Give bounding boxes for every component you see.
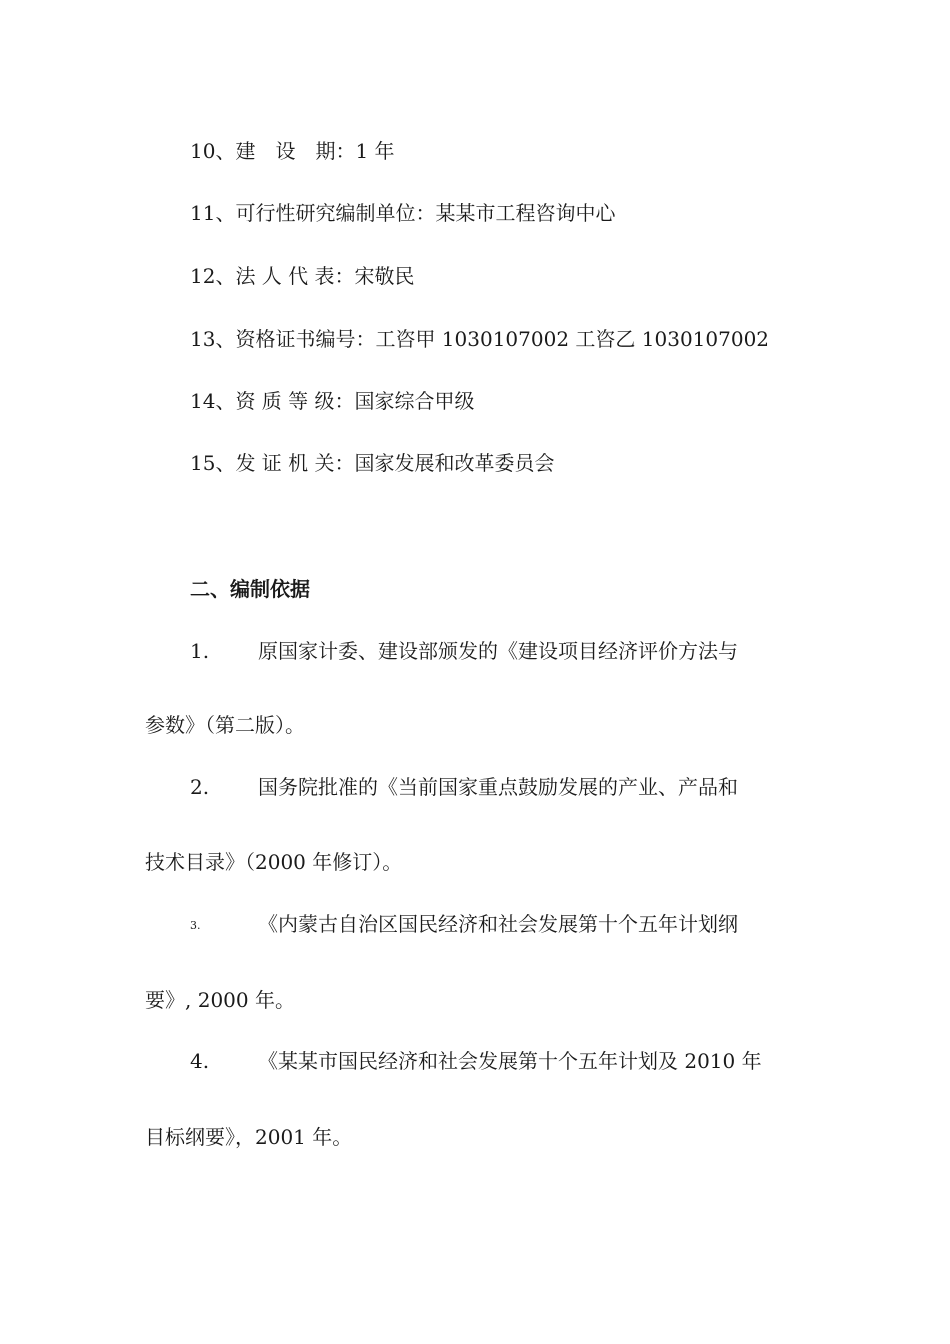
basis-item-text: 国务院批准的《当前国家重点鼓励发展的产业、产品和 <box>258 775 738 799</box>
info-item-issuing-authority: 15、发 证 机 关：国家发展和改革委员会 <box>190 451 555 475</box>
basis-item-number: 4. <box>190 1049 210 1073</box>
basis-item-text: 《内蒙古自治区国民经济和社会发展第十个五年计划纲 <box>258 912 738 936</box>
basis-item-text-continued: 参数》（第二版）。 <box>145 713 305 737</box>
section-heading: 二、编制依据 <box>190 577 310 601</box>
basis-item-number: 3. <box>190 919 201 932</box>
basis-item-text-continued: 目标纲要》，2001 年。 <box>145 1125 353 1149</box>
info-item-compiling-unit: 11、可行性研究编制单位：某某市工程咨询中心 <box>190 201 616 225</box>
basis-item-text: 《某某市国民经济和社会发展第十个五年计划及 2010 年 <box>258 1049 762 1073</box>
basis-item-text: 原国家计委、建设部颁发的《建设项目经济评价方法与 <box>258 639 738 663</box>
info-item-qualification-grade: 14、资 质 等 级：国家综合甲级 <box>190 389 475 413</box>
info-item-construction-period: 10、建 设 期：1 年 <box>190 139 395 163</box>
basis-item-number: 2. <box>190 775 210 799</box>
info-item-legal-representative: 12、法 人 代 表：宋敬民 <box>190 264 415 288</box>
info-item-certificate-number: 13、资格证书编号：工咨甲 1030107002 工咨乙 1030107002 <box>190 327 770 351</box>
basis-item-text-continued: 要》, 2000 年。 <box>145 988 295 1012</box>
basis-item-number: 1. <box>190 639 210 663</box>
basis-item-text-continued: 技术目录》（2000 年修订）。 <box>145 850 403 874</box>
